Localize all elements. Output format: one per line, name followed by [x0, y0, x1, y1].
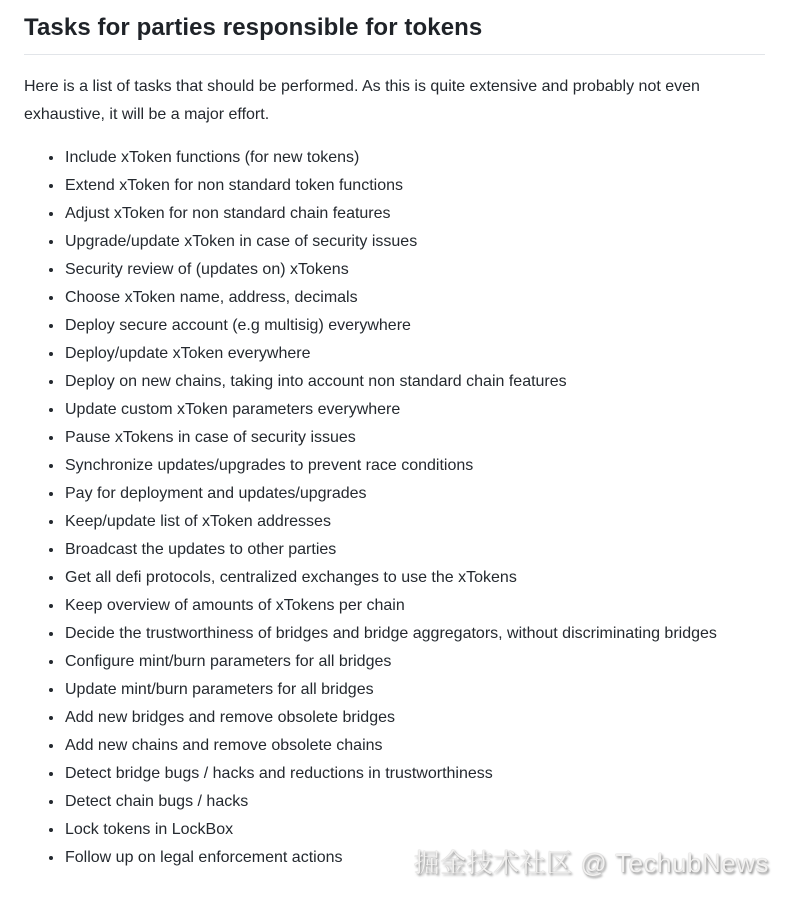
task-list-item: • Update mint/burn parameters for all bridges: [64, 678, 719, 702]
task-list-item: • Adjust xToken for non standard chain features: [64, 202, 719, 226]
task-list-item: • Pay for deployment and updates/upgrades: [64, 482, 719, 506]
task-list-item: • Get all defi protocols, centralized exchanges to use the xTokens: [64, 566, 719, 590]
task-list-item: • Broadcast the updates to other parties: [64, 538, 719, 562]
task-list-item: • Keep/update list of xToken addresses: [64, 510, 719, 534]
intro-paragraph: Here is a list of tasks that should be performed. As this is quite extensive and probably not even exhaustive, it will be a major effort.: [24, 78, 700, 123]
task-list-item: • Deploy secure account (e.g multisig) everywhere: [64, 314, 719, 338]
task-list-item: • Deploy/update xToken everywhere: [64, 342, 719, 366]
page-title: Tasks for parties responsible for tokens: [24, 13, 765, 55]
task-list-item: • Decide the trustworthiness of bridges and bridge aggregators, without discriminating bridges: [64, 622, 719, 646]
task-list-item: • Synchronize updates/upgrades to prevent race conditions: [64, 454, 719, 478]
task-list-item: • Lock tokens in LockBox: [64, 818, 719, 842]
task-list-item: • Add new bridges and remove obsolete bridges: [64, 706, 719, 730]
task-list-item: • Detect chain bugs / hacks: [64, 790, 719, 814]
task-list-item: • Security review of (updates on) xTokens: [64, 258, 719, 282]
task-list-item: • Pause xTokens in case of security issues: [64, 426, 719, 450]
task-list-item: • Include xToken functions (for new tokens): [64, 146, 719, 170]
task-list-item: • Deploy on new chains, taking into account non standard chain features: [64, 370, 719, 394]
task-list-item: • Configure mint/burn parameters for all bridges: [64, 650, 719, 674]
task-list: [24, 146, 765, 870]
task-list-item: • Extend xToken for non standard token functions: [64, 174, 719, 198]
task-list-item: • Detect bridge bugs / hacks and reductions in trustworthiness: [64, 762, 719, 786]
task-list-item: • Add new chains and remove obsolete chains: [64, 734, 719, 758]
task-list-item: • Keep overview of amounts of xTokens per chain: [64, 594, 719, 618]
task-list-item: • Update custom xToken parameters everywhere: [64, 398, 719, 422]
task-list-item: • Upgrade/update xToken in case of security issues: [64, 230, 719, 254]
watermark: 掘金技术社区 @ TechubNews: [413, 848, 769, 878]
task-list-item: • Follow up on legal enforcement actions: [64, 846, 719, 870]
task-list-item: • Choose xToken name, address, decimals: [64, 286, 719, 310]
